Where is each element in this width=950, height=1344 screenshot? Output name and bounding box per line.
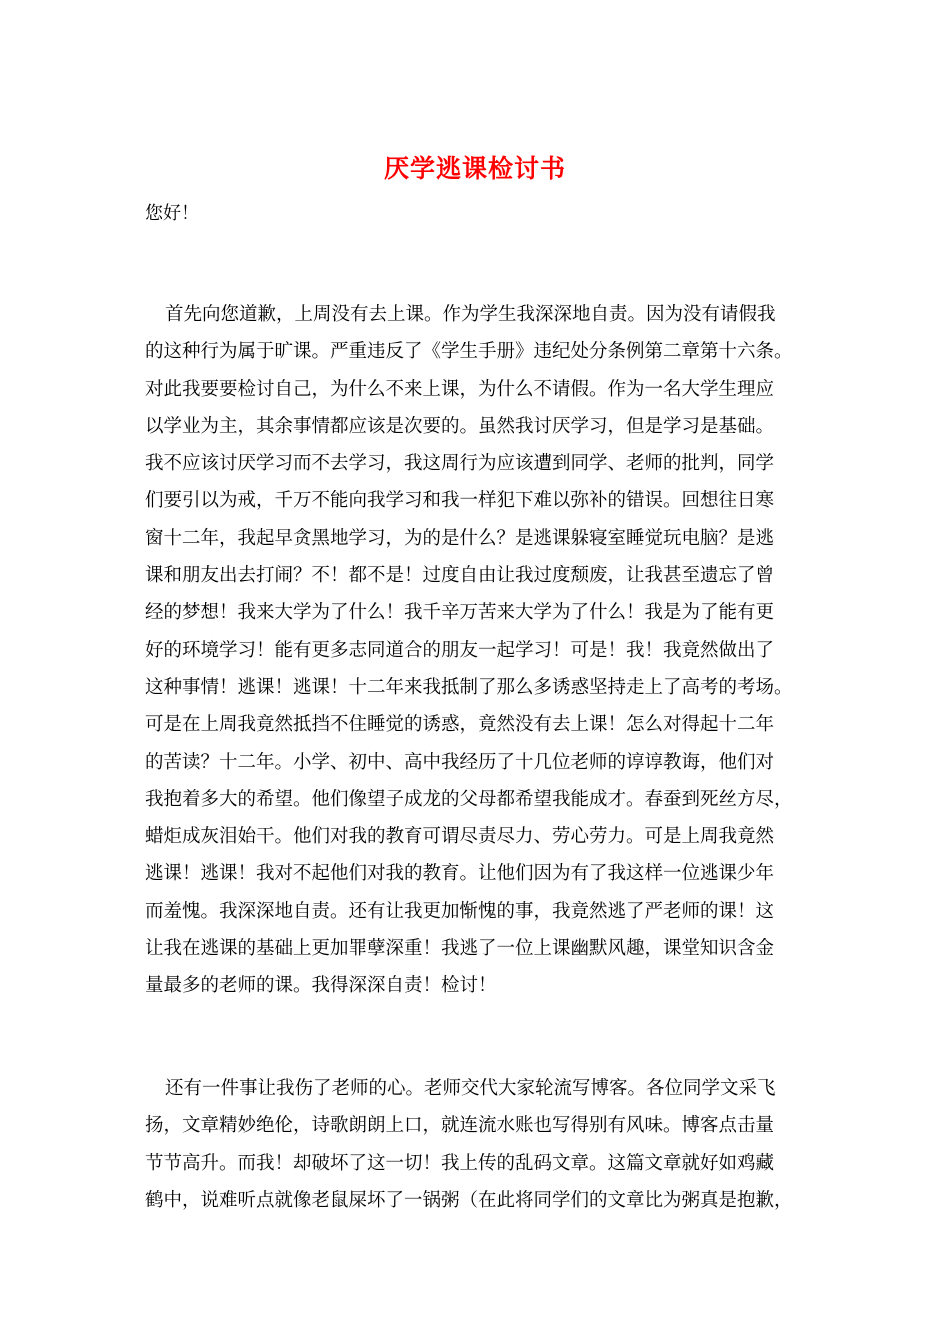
- paragraph-line: 以学业为主，其余事情都应该是次要的。虽然我讨厌学习，但是学习是基础。: [145, 415, 775, 437]
- paragraph-line: 们要引以为戒，千万不能向我学习和我一样犯下难以弥补的错误。回想往日寒: [145, 490, 775, 512]
- paragraph-line: 经的梦想！我来大学为了什么！我千辛万苦来大学为了什么！我是为了能有更: [145, 602, 775, 624]
- paragraph-line: 的这种行为属于旷课。严重违反了《学生手册》违纪处分条例第二章第十六条。: [145, 341, 793, 363]
- paragraph-line: 首先向您道歉，上周没有去上课。作为学生我深深地自责。因为没有请假我: [165, 304, 776, 325]
- document-title: 厌学逃课检讨书: [383, 154, 566, 183]
- paragraph-line: 的苦读？十二年。小学、初中、高中我经历了十几位老师的谆谆教诲，他们对: [145, 751, 775, 773]
- paragraph-line: 课和朋友出去打闹？不！都不是！过度自由让我过度颓废，让我甚至遗忘了曾: [145, 565, 775, 587]
- paragraph-line: 这种事情！逃课！逃课！十二年来我抵制了那么多诱惑坚持走上了高考的考场。: [145, 676, 793, 698]
- paragraph-line: 量最多的老师的课。我得深深自责！检讨！: [145, 975, 497, 997]
- paragraph-line: 鹤中，说难听点就像老鼠屎坏了一锅粥（在此将同学们的文章比为粥真是抱歉，: [145, 1189, 793, 1211]
- paragraph-line: 还有一件事让我伤了老师的心。老师交代大家轮流写博客。各位同学文采飞: [165, 1078, 776, 1099]
- paragraph-line: 逃课！逃课！我对不起他们对我的教育。让他们因为有了我这样一位逃课少年: [145, 863, 775, 885]
- paragraph-1: [145, 296, 805, 1005]
- paragraph-line: 我抱着多大的希望。他们像望子成龙的父母都希望我能成才。春蚕到死丝方尽，: [145, 788, 793, 810]
- greeting: 您好！: [145, 203, 199, 224]
- paragraph-line: 我不应该讨厌学习而不去学习，我这周行为应该遭到同学、老师的批判，同学: [145, 453, 775, 475]
- paragraph-line: 对此我要要检讨自己，为什么不来上课，为什么不请假。作为一名大学生理应: [145, 378, 775, 400]
- paragraph-line: 好的环境学习！能有更多志同道合的朋友一起学习！可是！我！我竟然做出了: [145, 639, 775, 661]
- paragraph-line: 让我在逃课的基础上更加罪孽深重！我逃了一位上课幽默风趣，课堂知识含金: [145, 938, 775, 960]
- paragraph-line: 而羞愧。我深深地自责。还有让我更加惭愧的事，我竟然逃了严老师的课！这: [145, 900, 775, 922]
- paragraph-line: 蜡炬成灰泪始干。他们对我的教育可谓尽责尽力、劳心劳力。可是上周我竟然: [145, 826, 775, 848]
- paragraph-line: 窗十二年，我起早贪黑地学习，为的是什么？是逃课躲寝室睡觉玩电脑？是逃: [145, 527, 775, 549]
- paragraph-line: 节节高升。而我！却破坏了这一切！我上传的乱码文章。这篇文章就好如鸡藏: [145, 1152, 775, 1174]
- paragraph-2: [145, 1070, 805, 1219]
- paragraph-line: 可是在上周我竟然抵挡不住睡觉的诱惑，竟然没有去上课！怎么对得起十二年: [145, 714, 775, 736]
- paragraph-line: 扬，文章精妙绝伦，诗歌朗朗上口，就连流水账也写得别有风味。博客点击量: [145, 1115, 775, 1137]
